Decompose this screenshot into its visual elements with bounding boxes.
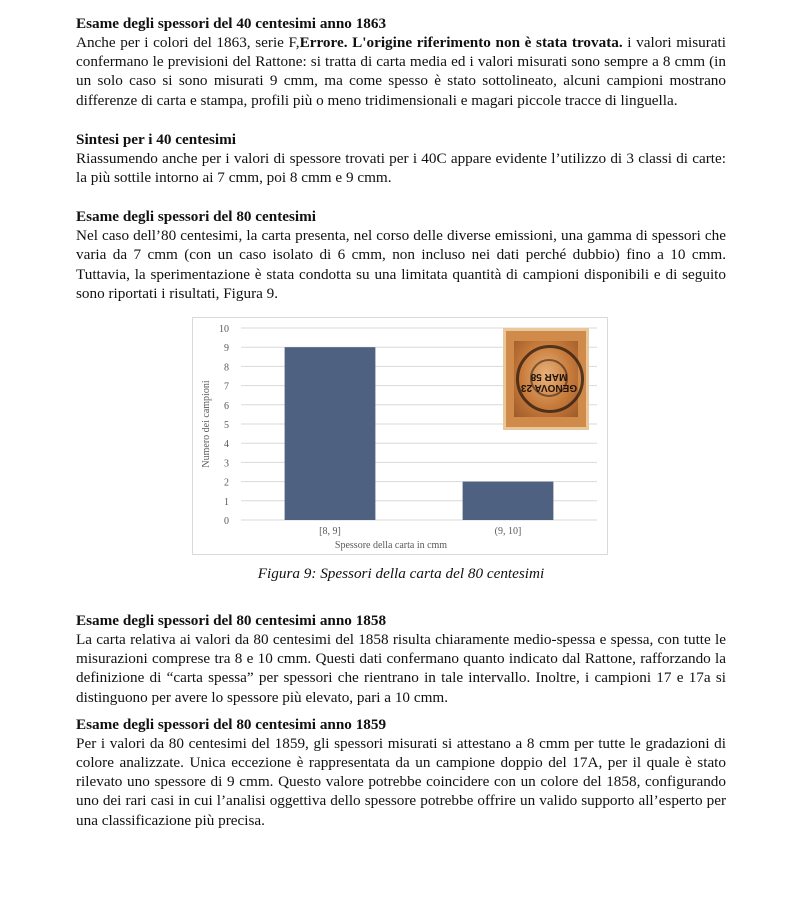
stamp-image — [503, 328, 589, 430]
y-tick-label: 7 — [224, 381, 229, 393]
y-tick-label: 10 — [219, 324, 229, 336]
section-paragraph: La carta relativa ai valori da 80 centesimi del 1858 risulta chiaramente medio-spessa e spessa, con tutte le misurazioni comprese tra 8 e 10 cmm. Questi dati confermano quanto indicato dal Rattone, rafforzando la definizione di “carta spessa” per spessori che rientrano in tale intervallo. Inoltre, i campioni 17 e 17a si distinguono per avere lo spessore più elevato, pari a 10 cmm. — [76, 631, 726, 706]
section-heading: Esame degli spessori del 80 centesimi — [76, 208, 317, 226]
section-heading: Esame degli spessori del 80 centesimi anno 1859 — [76, 715, 387, 733]
y-tick-label: 6 — [224, 400, 229, 412]
section-40c-1863 — [76, 14, 726, 110]
x-tick-label: (9, 10] — [494, 526, 522, 538]
reference-error-text: Errore. L'origine riferimento non è stata trovata. — [299, 34, 623, 51]
y-tick-label: 4 — [224, 439, 229, 451]
x-tick-label: [8, 9] — [319, 526, 341, 538]
y-tick-label: 0 — [224, 516, 229, 528]
section-heading: Esame degli spessori del 40 centesimi anno 1863 — [76, 15, 387, 32]
section-80c-1859 — [76, 715, 726, 830]
section-80c — [76, 207, 726, 303]
section-paragraph: Nel caso dell’80 centesimi, la carta presenta, nel corso delle diverse emissioni, una gamma di spessori che varia da 7 cmm (con un caso isolato di 6 cmm, non incluso nei dati perché dubbio) fino a 10 cmm. Tuttavia, la sperimentazione è stata condotta su una limitata quantità di campioni disponibili e di seguito sono riportati i risultati, Figura 9. — [76, 227, 726, 302]
y-tick-label: 1 — [224, 496, 229, 508]
document-page — [76, 14, 726, 830]
y-tick-label: 9 — [224, 343, 229, 355]
y-axis-title: Numero dei campioni — [201, 380, 212, 468]
x-axis-title: Spessore della carta in cmm — [334, 540, 448, 552]
section-40c-summary — [76, 130, 726, 187]
section-heading: Esame degli spessori del 80 centesimi anno 1858 — [76, 612, 387, 630]
section-paragraph: Riassumendo anche per i valori di spessore trovati per i 40C appare evidente l’utilizzo di 3 classi di carte: la più sottile intorno ai 7 cmm, poi 8 cmm e 9 cmm. — [76, 149, 726, 187]
section-80c-1858 — [76, 611, 726, 707]
y-tick-label: 8 — [224, 362, 229, 374]
paragraph-text: Anche per i colori del 1863, serie F, — [76, 34, 300, 51]
bar — [463, 482, 554, 520]
y-tick-label: 5 — [224, 420, 229, 432]
section-paragraph: Per i valori da 80 centesimi del 1859, gli spessori misurati si attestano a 8 cmm per tutte le gradazioni di colore analizzate. Unica eccezione è rappresentata da un campione doppio del 17A, per il quale è stato rilevato uno spessore di 9 cmm. Questo valore potrebbe coincidere con un colore del 1858, configurando uno dei rari casi in cui l’analisi oggettiva dello spessore potrebbe offrire un valido supporto all’esperto per una classificazione più precisa. — [76, 734, 726, 829]
section-paragraph — [76, 33, 726, 110]
y-tick-label: 3 — [224, 458, 229, 470]
bar — [285, 347, 376, 520]
paragraph-text: i valori misurati confermano le previsioni del Rattone: si tratta di carta media ed i valori misurati sono sempre a 8 cmm (in un solo caso si sono misurati 9 cmm, ma come spesso è stato sottolineato, alcuni campioni mostrano differenze di carta e stampa, profili più o meno tridimensionali e magari piccole tracce di linguella. — [76, 34, 726, 109]
figure-caption: Figura 9: Spessori della carta del 80 centesimi — [257, 565, 545, 583]
figure-9-chart — [192, 317, 608, 555]
y-tick-label: 2 — [224, 477, 229, 489]
section-heading: Sintesi per i 40 centesimi — [76, 130, 237, 148]
postmark-text: GENOVA 23 MAR 58 — [520, 371, 578, 394]
